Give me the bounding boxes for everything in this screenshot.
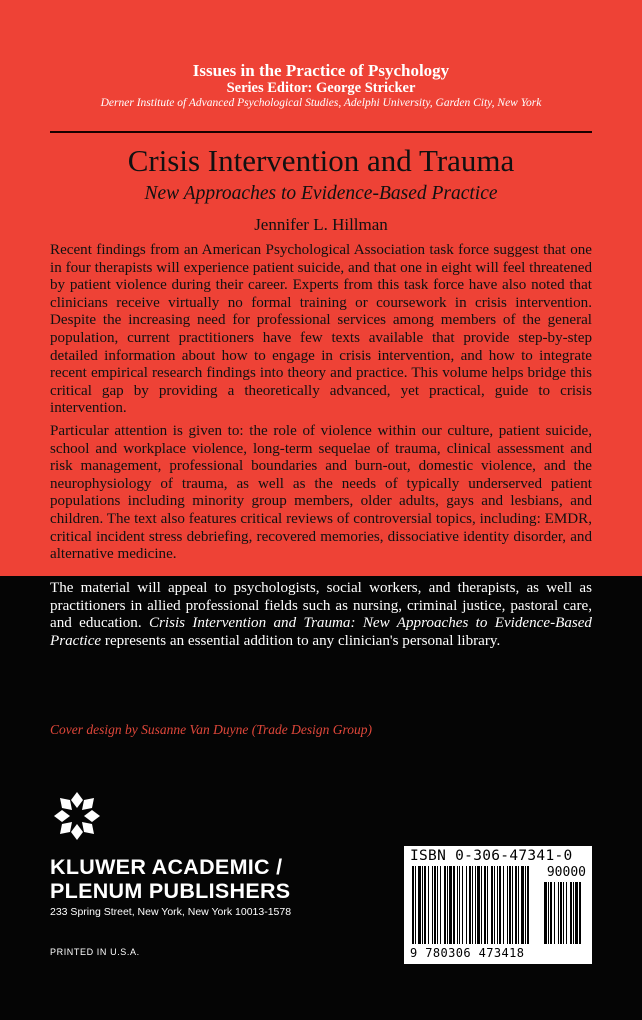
barcode-bar (412, 866, 414, 944)
barcode-bar (462, 866, 463, 944)
barcode-bar (481, 866, 482, 944)
barcode-bar (487, 866, 488, 944)
barcode-bar (424, 866, 426, 944)
barcode-bar (444, 866, 446, 944)
p3-start: The material will appeal to psychologists, social workers, and therapists, as well as practitioners in allied professional fields such as nursing, criminal justice, pastoral care, and education. (50, 580, 592, 632)
barcode-bar (453, 866, 455, 944)
barcode-bar (477, 866, 480, 944)
barcode-bar (499, 866, 501, 944)
barcode-bar (447, 866, 448, 944)
barcode-icon (410, 866, 586, 946)
barcode-bar (484, 866, 486, 944)
publisher-address: 233 Spring Street, New York, New York 10013-1578 (50, 906, 292, 918)
price-code: 90000 (546, 865, 586, 880)
barcode-bar (432, 866, 433, 944)
barcode-bar (457, 866, 458, 944)
publisher-line-2: PLENUM PUBLISHERS (50, 879, 291, 903)
barcode-bar (459, 866, 460, 944)
barcode-bar (422, 866, 423, 944)
barcode-addon-bar (554, 882, 555, 944)
barcode-addon-bar (573, 882, 574, 944)
barcode-bar (491, 866, 493, 944)
barcode-bar (527, 866, 529, 944)
barcode-bar (494, 866, 495, 944)
barcode-bar (469, 866, 471, 944)
barcode-addon-bar (558, 882, 559, 944)
barcode-addon-bar (570, 882, 572, 944)
barcode-bar (497, 866, 498, 944)
barcode-bar (518, 866, 519, 944)
barcode-addon-bar (563, 882, 564, 944)
barcode-bar (521, 866, 524, 944)
barcode-addon-bar (566, 882, 567, 944)
barcode-bar (418, 866, 421, 944)
description-paragraph-1: Recent findings from an American Psychological Association task force suggest that one in four therapists will experience patient suicide, and that one in eight will feel threatened by patient violence during their career. Experts from this task force have also noted that clinicians receive virtually no formal training or coursework in crisis intervention. Despite the increasing need for professional services among members of the general population, current practitioners have few texts available that provide step-by-step detailed information about how to engage in crisis intervention, and how to integrate recent empirical research findings into theory and practice. This volume helps bridge this critical gap by providing a theoretically advanced, yet practical, guide to crisis intervention. (50, 242, 592, 417)
p3-title-italic: Crisis Intervention and Trauma: New Approaches to Evidence-Based Practice (50, 615, 592, 649)
printed-in: PRINTED IN U.S.A. (50, 947, 140, 957)
book-author: Jennifer L. Hillman (254, 215, 388, 234)
barcode-addon-bar (579, 882, 581, 944)
publisher-line-1: KLUWER ACADEMIC / (50, 855, 283, 879)
barcode-addon-bar (548, 882, 549, 944)
barcode-bar (449, 866, 452, 944)
barcode-bar (437, 866, 438, 944)
barcode-panel (404, 846, 592, 964)
barcode-bar (466, 866, 467, 944)
series-name: Issues in the Practice of Psychology (192, 61, 450, 80)
barcode-addon-bar (560, 882, 562, 944)
barcode-bar (440, 866, 441, 944)
book-title: Crisis Intervention and Trauma (127, 143, 515, 178)
barcode-bar (509, 866, 511, 944)
description-paragraph-2: Particular attention is given to: the role of violence within our culture, patient suicide, school and workplace violence, long-term sequelae of trauma, clinical assessment and risk management, professional boundaries and burn-out, domestic violence, and the neurophysiology of trauma, as well as the needs of typically underserved patient populations including minority group members, older adults, gays and lesbians, and children. The text also features critical reviews of controversial topics, including: EMDR, critical incident stress debriefing, recovered memories, dissociative identity disorder, and alternative medicine. (50, 423, 592, 563)
barcode-addon-bar (544, 882, 547, 944)
barcode-addon-bar (575, 882, 578, 944)
ean-number: 9 780306 473418 (410, 946, 525, 960)
barcode-bar (472, 866, 473, 944)
barcode-bar (475, 866, 476, 944)
p3-end: represents an essential addition to any clinician's personal library. (101, 632, 501, 649)
barcode-bar (503, 866, 504, 944)
barcode-bar (434, 866, 436, 944)
series-affiliation: Derner Institute of Advanced Psychological Studies, Adelphi University, Garden City, New York (100, 97, 542, 109)
cover-credit: Cover design by Susanne Van Duyne (Trade Design Group) (50, 722, 372, 737)
barcode-bar (515, 866, 517, 944)
barcode-bar (512, 866, 513, 944)
description-paragraph-3 (50, 580, 592, 650)
barcode-bar (415, 866, 416, 944)
barcode-bar (428, 866, 429, 944)
kluwer-flower-logo-icon (52, 790, 102, 842)
book-subtitle: New Approaches to Evidence-Based Practice (144, 183, 498, 204)
series-editor: Series Editor: George Stricker (226, 80, 416, 96)
barcode-addon-bar (550, 882, 552, 944)
barcode-bar (525, 866, 526, 944)
isbn-text: ISBN 0-306-47341-0 (410, 848, 573, 864)
barcode-bar (507, 866, 508, 944)
divider-rule (50, 131, 592, 133)
